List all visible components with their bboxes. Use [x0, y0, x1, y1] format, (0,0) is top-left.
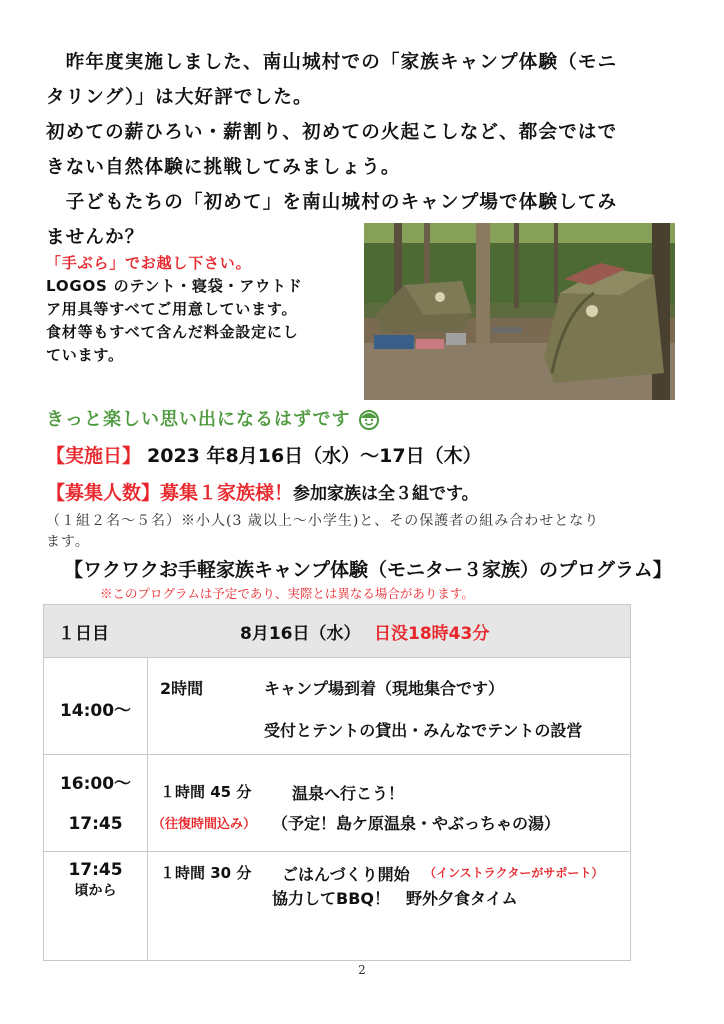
intro-line-3: 初めての薪ひろい・薪割り、初めての火起こしなど、都会ではで: [46, 122, 618, 143]
tebura-line-2: ア用具等すべてご用意しています。: [46, 300, 298, 318]
intro-line-2: タリング）」は大好評でした。: [46, 87, 313, 108]
table-row: [44, 658, 631, 755]
time-start: 16:00～: [59, 774, 132, 794]
page-number: 2: [358, 963, 366, 977]
program-title: 【ワクワクお手軽家族キャンプ体験（モニター３家族）のプログラム】: [64, 559, 672, 581]
table-row: [44, 852, 631, 961]
intro-line-1: 昨年度実施しました、南山城村での「家族キャンプ体験（モニ: [46, 52, 618, 73]
intro-line-5: 子どもたちの「初めて」を南山城村のキャンプ場で体験してみ: [46, 192, 618, 213]
activity-title: キャンプ場到着（現地集合です）: [264, 679, 505, 698]
time-cell: [44, 658, 148, 755]
tebura-line-1: LOGOS のテント・寝袋・アウトド: [46, 277, 303, 295]
tagline: [46, 405, 380, 434]
time-start: 17:45: [68, 860, 123, 880]
recruit-rest: 参加家族は全３組です。: [293, 484, 479, 504]
activity-detail: 受付とテントの貸出・みんなでテントの設営: [264, 721, 583, 740]
activity-cell: [148, 852, 631, 961]
recruit-highlight: 募集１家族様！: [160, 482, 294, 504]
smiley-icon: [358, 408, 380, 434]
time-end: 17:45: [68, 814, 123, 834]
time-start: 14:00～: [59, 701, 132, 721]
activity-title-note: （インストラクターがサポート）: [424, 866, 604, 880]
tebura-line-4: ています。: [46, 346, 124, 364]
event-date: [46, 441, 482, 468]
tebura-heading: 「手ぶら」でお越し下さい。: [46, 254, 252, 272]
intro-line-6: ませんか？: [46, 227, 145, 248]
duration: 2時間: [160, 679, 204, 698]
recruit-note-2: ます。: [46, 534, 90, 550]
activity-detail: （予定！島ケ原温泉・やぶっちゃの湯）: [272, 814, 561, 833]
duration: １時間 30 分: [160, 864, 252, 882]
program-disclaimer: ※このプログラムは予定であり、実際とは異なる場合があります。: [100, 586, 474, 601]
program-table: [43, 604, 631, 961]
intro-line-4: きない自然体験に挑戦してみましょう。: [46, 157, 401, 178]
time-cell: [44, 852, 148, 961]
time-cell: [44, 755, 148, 852]
sunset-time: 日没18時43分: [374, 624, 490, 644]
activity-cell: [148, 755, 631, 852]
activity-title: ごはんづくり開始: [282, 865, 410, 884]
recruit-label: 【募集人数】: [46, 482, 161, 504]
tebura-line-3: 食材等もすべて含んだ料金設定にし: [46, 323, 299, 341]
activity-title: 温泉へ行こう！: [292, 784, 405, 803]
time-end: 頃から: [74, 883, 117, 899]
activity-detail: 協力してBBQ！ 野外夕食タイム: [272, 889, 518, 908]
table-row: [44, 755, 631, 852]
tagline-text: きっと楽しい思い出になるはずです: [46, 409, 351, 430]
day-header-cell: [44, 605, 631, 658]
campsite-photo: [364, 223, 675, 400]
date-label: 【実施日】: [46, 445, 142, 467]
date-value: 2023 年8月16日（水）～17日（木）: [147, 445, 482, 467]
recruit-note-1: （１組２名～５名）※小人(3 歳以上～小学生)と、その保護者の組み合わせとなり: [46, 513, 600, 529]
duration-note: （往復時間込み）: [152, 817, 257, 832]
day-date: 8月16日（水）: [240, 624, 361, 644]
recruit-count: [46, 478, 479, 505]
activity-cell: [148, 658, 631, 755]
duration: １時間 45 分: [160, 783, 252, 801]
day-label: １日目: [58, 624, 109, 644]
day-header-row: [44, 605, 631, 658]
